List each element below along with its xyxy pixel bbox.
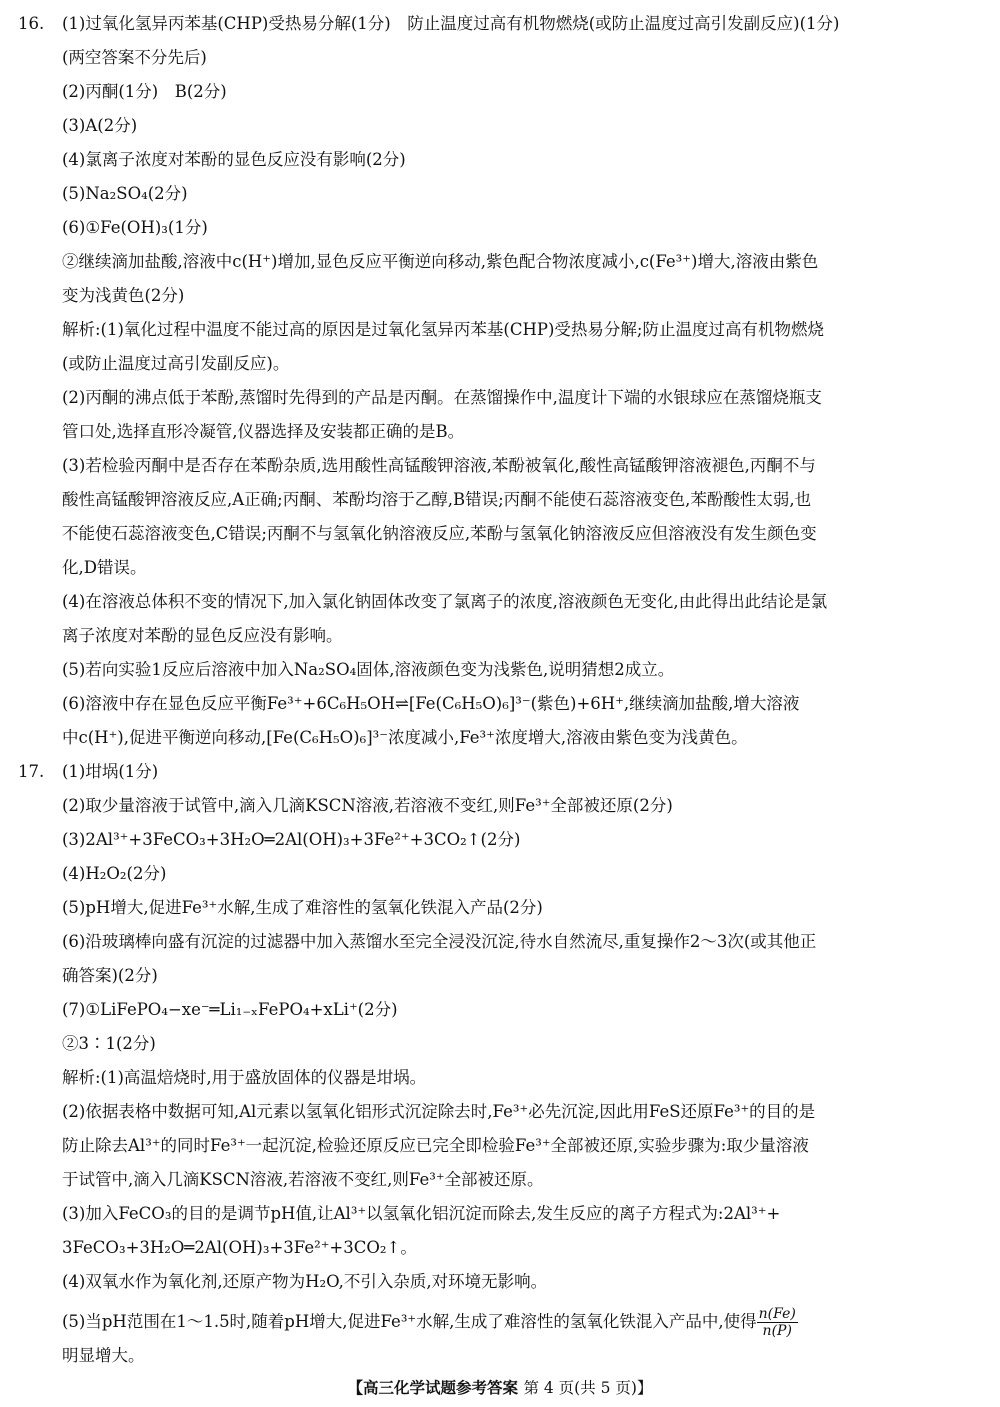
q17-answer-1: (1)坩埚(1分): [62, 762, 159, 781]
q17-explain-1: 解析:(1)高温焙烧时,用于盛放固体的仪器是坩埚。: [62, 1068, 427, 1087]
q17-explain-3b: 3FeCO₃+3H₂O═2Al(OH)₃+3Fe²⁺+3CO₂↑。: [62, 1238, 417, 1257]
q17-explain-2a: (2)依据表格中数据可知,Al元素以氢氧化铝形式沉淀除去时,Fe³⁺必先沉淀,因此用FeS还原Fe³⁺的目的是: [62, 1102, 816, 1121]
q17-answer-7b: ②3∶1(2分): [62, 1034, 156, 1053]
q16-answer-6b-line2: 变为浅黄色(2分): [62, 286, 185, 305]
q17-explain-4: (4)双氧水作为氧化剂,还原产物为H₂O,不引入杂质,对环境无影响。: [62, 1272, 548, 1291]
q16-number: 16.: [18, 14, 45, 33]
q17-explain-2c: 于试管中,滴入几滴KSCN溶液,若溶液不变红,则Fe³⁺全部被还原。: [62, 1170, 544, 1189]
q16-explain-3d: 化,D错误。: [62, 558, 147, 577]
footer-title: 【高三化学试题参考答案: [347, 1378, 519, 1397]
fraction-numerator: n(Fe): [758, 1306, 796, 1322]
q16-explain-3c: 不能使石蕊溶液变色,C错误;丙酮不与氢氧化钠溶液反应,苯酚与氢氧化钠溶液反应但溶液没有发生颜色变: [62, 524, 817, 543]
q16-explain-2b: 管口处,选择直形冷凝管,仪器选择及安装都正确的是B。: [62, 422, 465, 441]
fraction-denominator: n(P): [762, 1323, 792, 1339]
q16-explain-1a: 解析:(1)氧化过程中温度不能过高的原因是过氧化氢异丙苯基(CHP)受热易分解;防止温度过高有机物燃烧: [62, 320, 824, 339]
q17-answer-3: (3)2Al³⁺+3FeCO₃+3H₂O═2Al(OH)₃+3Fe²⁺+3CO₂↑(2分): [62, 830, 521, 849]
q16-answer-5: (5)Na₂SO₄(2分): [62, 184, 188, 203]
q16-answer-1-note: (两空答案不分先后): [62, 48, 207, 67]
q16-explain-4b: 离子浓度对苯酚的显色反应没有影响。: [62, 626, 343, 645]
q16-answer-3: (3)A(2分): [62, 116, 138, 135]
q16-explain-6a: (6)溶液中存在显色反应平衡Fe³⁺+6C₆H₅OH⇌[Fe(C₆H₅O)₆]³⁻(紫色)+6H⁺,继续滴加盐酸,增大溶液: [62, 694, 800, 713]
q16-answer-2: (2)丙酮(1分) B(2分): [62, 82, 227, 101]
q16-explain-5: (5)若向实验1反应后溶液中加入Na₂SO₄固体,溶液颜色变为浅紫色,说明猜想2成立。: [62, 660, 675, 679]
q16-answer-1: (1)过氧化氢异丙苯基(CHP)受热易分解(1分) 防止温度过高有机物燃烧(或防止温度过高引发副反应)(1分): [62, 14, 840, 33]
q17-explain-5a-text: (5)当pH范围在1～1.5时,随着pH增大,促进Fe³⁺水解,生成了难溶性的氢氧化铁混入产品中,使得: [62, 1312, 757, 1331]
q16-answer-6b-line1: ②继续滴加盐酸,溶液中c(H⁺)增加,显色反应平衡逆向移动,紫色配合物浓度减小,c(Fe³⁺)增大,溶液由紫色: [62, 252, 819, 271]
q16-explain-3b: 酸性高锰酸钾溶液反应,A正确;丙酮、苯酚均溶于乙醇,B错误;丙酮不能使石蕊溶液变色,苯酚酸性太弱,也: [62, 490, 812, 509]
q16-answer-4: (4)氯离子浓度对苯酚的显色反应没有影响(2分): [62, 150, 406, 169]
q17-explain-5b: 明显增大。: [62, 1346, 145, 1365]
q17-answer-2: (2)取少量溶液于试管中,滴入几滴KSCN溶液,若溶液不变红,则Fe³⁺全部被还原(2分): [62, 796, 673, 815]
n-fe-over-n-p-fraction: [757, 1306, 798, 1339]
q17-explain-2b: 防止除去Al³⁺的同时Fe³⁺一起沉淀,检验还原反应已完全即检验Fe³⁺全部被还原,实验步骤为:取少量溶液: [62, 1136, 809, 1155]
page-footer: [0, 1378, 1000, 1398]
q17-explain-5a: [62, 1306, 798, 1339]
q17-answer-7: (7)①LiFePO₄−xe⁻═Li₁₋ₓFePO₄+xLi⁺(2分): [62, 1000, 398, 1019]
q16-explain-1b: (或防止温度过高引发副反应)。: [62, 354, 290, 373]
q16-explain-6b: 中c(H⁺),促进平衡逆向移动,[Fe(C₆H₅O)₆]³⁻浓度减小,Fe³⁺浓度增大,溶液由紫色变为浅黄色。: [62, 728, 748, 747]
q17-answer-6b: 确答案)(2分): [62, 966, 158, 985]
q16-answer-6: (6)①Fe(OH)₃(1分): [62, 218, 208, 237]
q17-number: 17.: [18, 762, 45, 781]
q16-explain-4a: (4)在溶液总体积不变的情况下,加入氯化钠固体改变了氯离子的浓度,溶液颜色无变化,由此得出此结论是氯: [62, 592, 828, 611]
q17-answer-5: (5)pH增大,促进Fe³⁺水解,生成了难溶性的氢氧化铁混入产品(2分): [62, 898, 543, 917]
q17-answer-4: (4)H₂O₂(2分): [62, 864, 167, 883]
q17-answer-6a: (6)沿玻璃棒向盛有沉淀的过滤器中加入蒸馏水至完全浸没沉淀,待水自然流尽,重复操作2～3次(或其他正: [62, 932, 817, 951]
q16-explain-2a: (2)丙酮的沸点低于苯酚,蒸馏时先得到的产品是丙酮。在蒸馏操作中,温度计下端的水银球应在蒸馏烧瓶支: [62, 388, 822, 407]
q16-explain-3a: (3)若检验丙酮中是否存在苯酚杂质,选用酸性高锰酸钾溶液,苯酚被氧化,酸性高锰酸钾溶液褪色,丙酮不与: [62, 456, 816, 475]
footer-page-number: 第 4 页(共 5 页)】: [523, 1379, 653, 1397]
q17-explain-3a: (3)加入FeCO₃的目的是调节pH值,让Al³⁺以氢氧化铝沉淀而除去,发生反应的离子方程式为:2Al³⁺+: [62, 1204, 781, 1223]
